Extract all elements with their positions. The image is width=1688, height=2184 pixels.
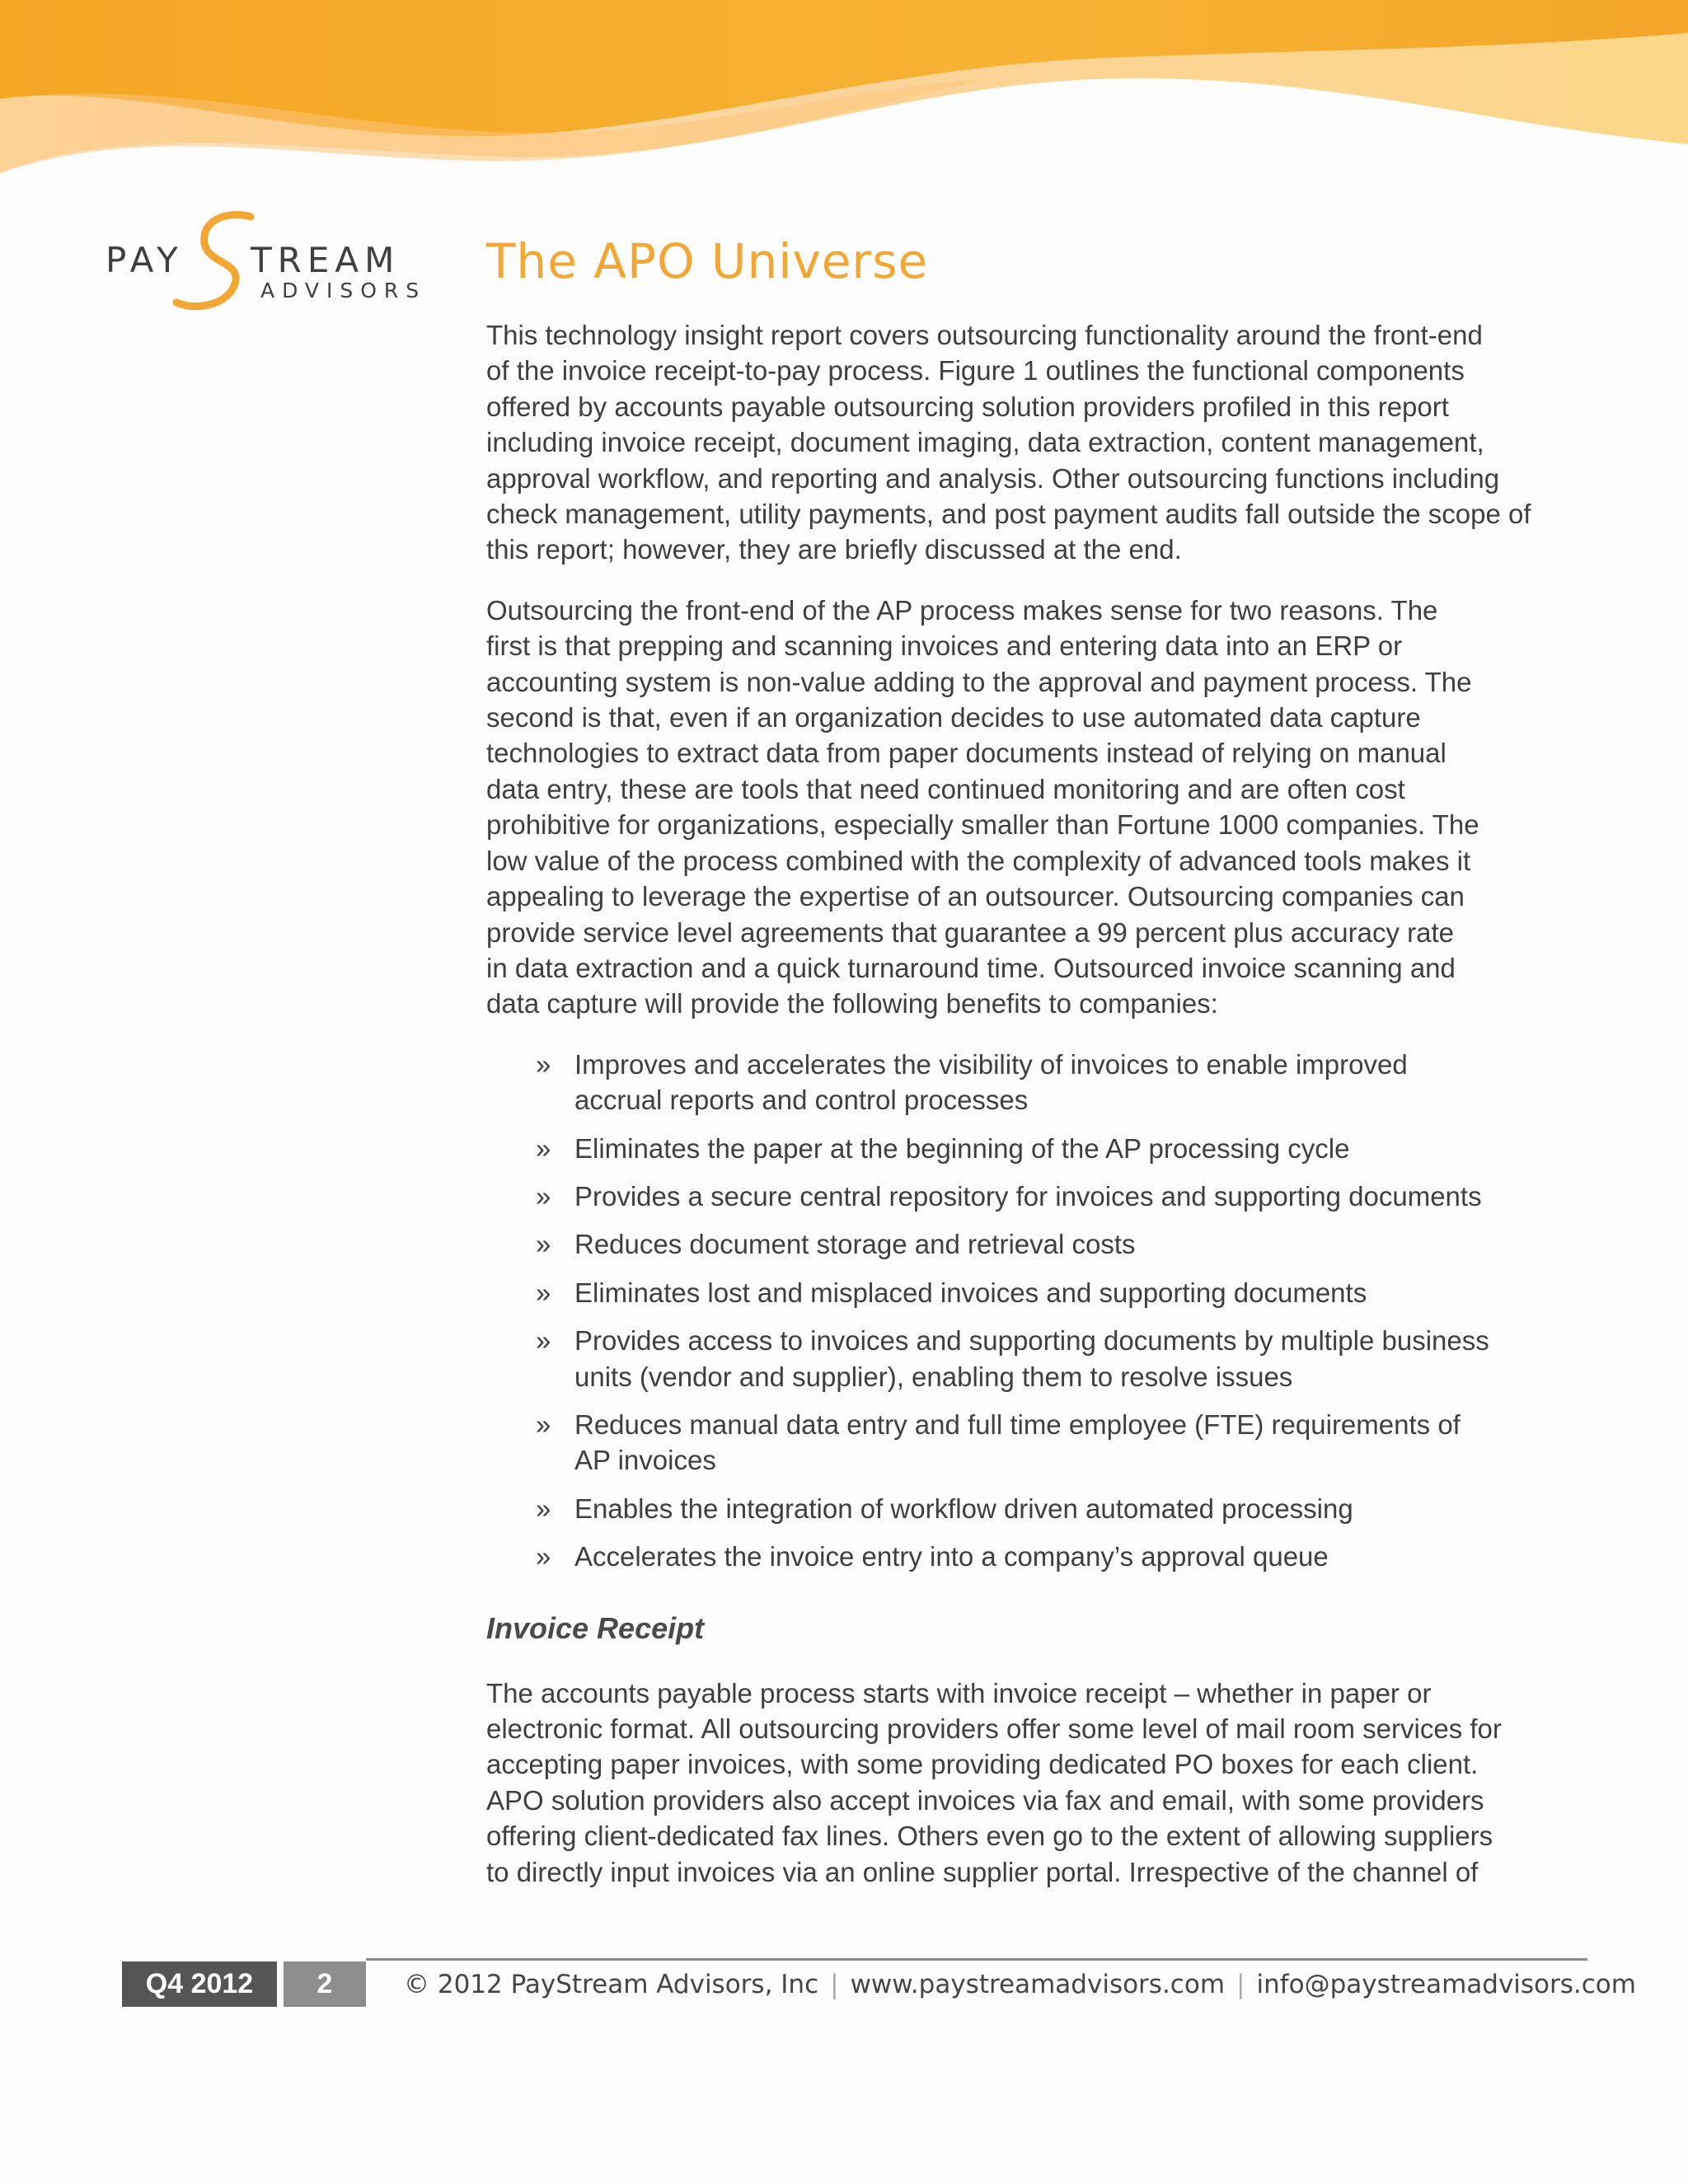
intro-paragraph: This technology insight report covers outsourcing functionality around the front-end of the invoice receipt-to-pay process. Figure 1 outlines the functional components offered by accounts payable outsourcing solution providers profiled in this report including invoice receipt, document imaging, data extraction, content management, approval workflow, and reporting and analysis. Other outsourcing functions including check management, utility payments, and post payment audits fall outside the scope of this report; however, they are briefly discussed at the end. bbox=[486, 320, 1531, 565]
paystream-logo bbox=[104, 210, 434, 317]
list-item-text: Improves and accelerates the visibility of invoices to enable improved accrual reports and control processes bbox=[574, 1048, 1408, 1116]
footer-email-link[interactable]: info@paystreamadvisors.com bbox=[1256, 1970, 1636, 1999]
quarter-badge: Q4 2012 bbox=[122, 1961, 277, 2007]
footer-separator: | bbox=[1236, 1970, 1245, 1999]
page-title: The APO Universe bbox=[486, 233, 929, 289]
logo-swoosh-s-icon bbox=[170, 210, 260, 317]
footer-website-link[interactable]: www.paystreamadvisors.com bbox=[850, 1970, 1226, 1999]
bullet-chevron-icon: » bbox=[536, 1132, 551, 1164]
list-item bbox=[486, 1179, 1607, 1214]
list-item bbox=[486, 1539, 1607, 1574]
list-item bbox=[486, 1131, 1607, 1166]
header-wave-graphic bbox=[0, 0, 1688, 214]
list-item bbox=[486, 1323, 1607, 1394]
bullet-chevron-icon: » bbox=[536, 1229, 551, 1260]
list-item-text: Enables the integration of workflow driven automated processing bbox=[574, 1493, 1353, 1524]
footer-copyright: © 2012 PayStream Advisors, Inc bbox=[404, 1970, 819, 1999]
bullet-chevron-icon: » bbox=[536, 1325, 551, 1357]
benefits-list bbox=[486, 1047, 1607, 1575]
list-item-text: Eliminates the paper at the beginning of the AP processing cycle bbox=[574, 1132, 1350, 1164]
list-item-text: Reduces document storage and retrieval costs bbox=[574, 1229, 1136, 1260]
logo-advisors-text: ADVISORS bbox=[260, 279, 427, 302]
footer-separator: | bbox=[830, 1970, 839, 1999]
section-heading-invoice-receipt: Invoice Receipt bbox=[486, 1610, 705, 1645]
bullet-chevron-icon: » bbox=[536, 1048, 551, 1080]
bullet-chevron-icon: » bbox=[536, 1493, 551, 1524]
list-item bbox=[486, 1275, 1607, 1310]
list-item bbox=[486, 1491, 1607, 1526]
logo-pay-text: PAY bbox=[106, 240, 184, 280]
main-content bbox=[486, 317, 1607, 1915]
list-item-text: Eliminates lost and misplaced invoices and supporting documents bbox=[574, 1277, 1367, 1308]
bullet-chevron-icon: » bbox=[536, 1408, 551, 1440]
footer-info bbox=[404, 1970, 1636, 1999]
list-item bbox=[486, 1407, 1607, 1479]
invoice-receipt-paragraph: The accounts payable process starts with invoice receipt – whether in paper or electronic format. All outsourcing providers offer some level of mail room services for accepting paper invoices, with some providing dedicated PO boxes for each client. APO solution providers also accept invoices via fax and email, with some providers offering client-dedicated fax lines. Others even go to the extent of allowing suppliers to directly input invoices via an online supplier portal. Irrespective of the channel of bbox=[486, 1677, 1502, 1887]
list-item-text: Provides access to invoices and supporting documents by multiple business units (vendor and supplier), enabling them to resolve issues bbox=[574, 1325, 1489, 1392]
bullet-chevron-icon: » bbox=[536, 1180, 551, 1212]
footer-divider bbox=[366, 1958, 1587, 1961]
list-item-text: Accelerates the invoice entry into a company’s approval queue bbox=[574, 1541, 1329, 1572]
logo-tream-text: TREAM bbox=[251, 240, 401, 280]
page-number-badge: 2 bbox=[284, 1961, 366, 2007]
list-item-text: Reduces manual data entry and full time employee (FTE) requirements of AP invoices bbox=[574, 1408, 1461, 1476]
list-item bbox=[486, 1226, 1607, 1262]
list-item-text: Provides a secure central repository for invoices and supporting documents bbox=[574, 1180, 1482, 1212]
bullet-chevron-icon: » bbox=[536, 1541, 551, 1572]
reasons-paragraph: Outsourcing the front-end of the AP process makes sense for two reasons. The first is that prepping and scanning invoices and entering data into an ERP or accounting system is non-value adding to the approval and payment process. The second is that, even if an organization decides to use automated data capture technologies to extract data from paper documents instead of relying on manual data entry, these are tools that need continued monitoring and are often cost prohibitive for organizations, especially smaller than Fortune 1000 companies. The low value of the process combined with the complexity of advanced tools makes it appealing to leverage the expertise of an outsourcer. Outsourcing companies can provide service level agreements that guarantee a 99 percent plus accuracy rate in data extraction and a quick turnaround time. Outsourced invoice scanning and data capture will provide the following benefits to companies: bbox=[486, 594, 1479, 1019]
bullet-chevron-icon: » bbox=[536, 1277, 551, 1308]
list-item bbox=[486, 1047, 1607, 1118]
